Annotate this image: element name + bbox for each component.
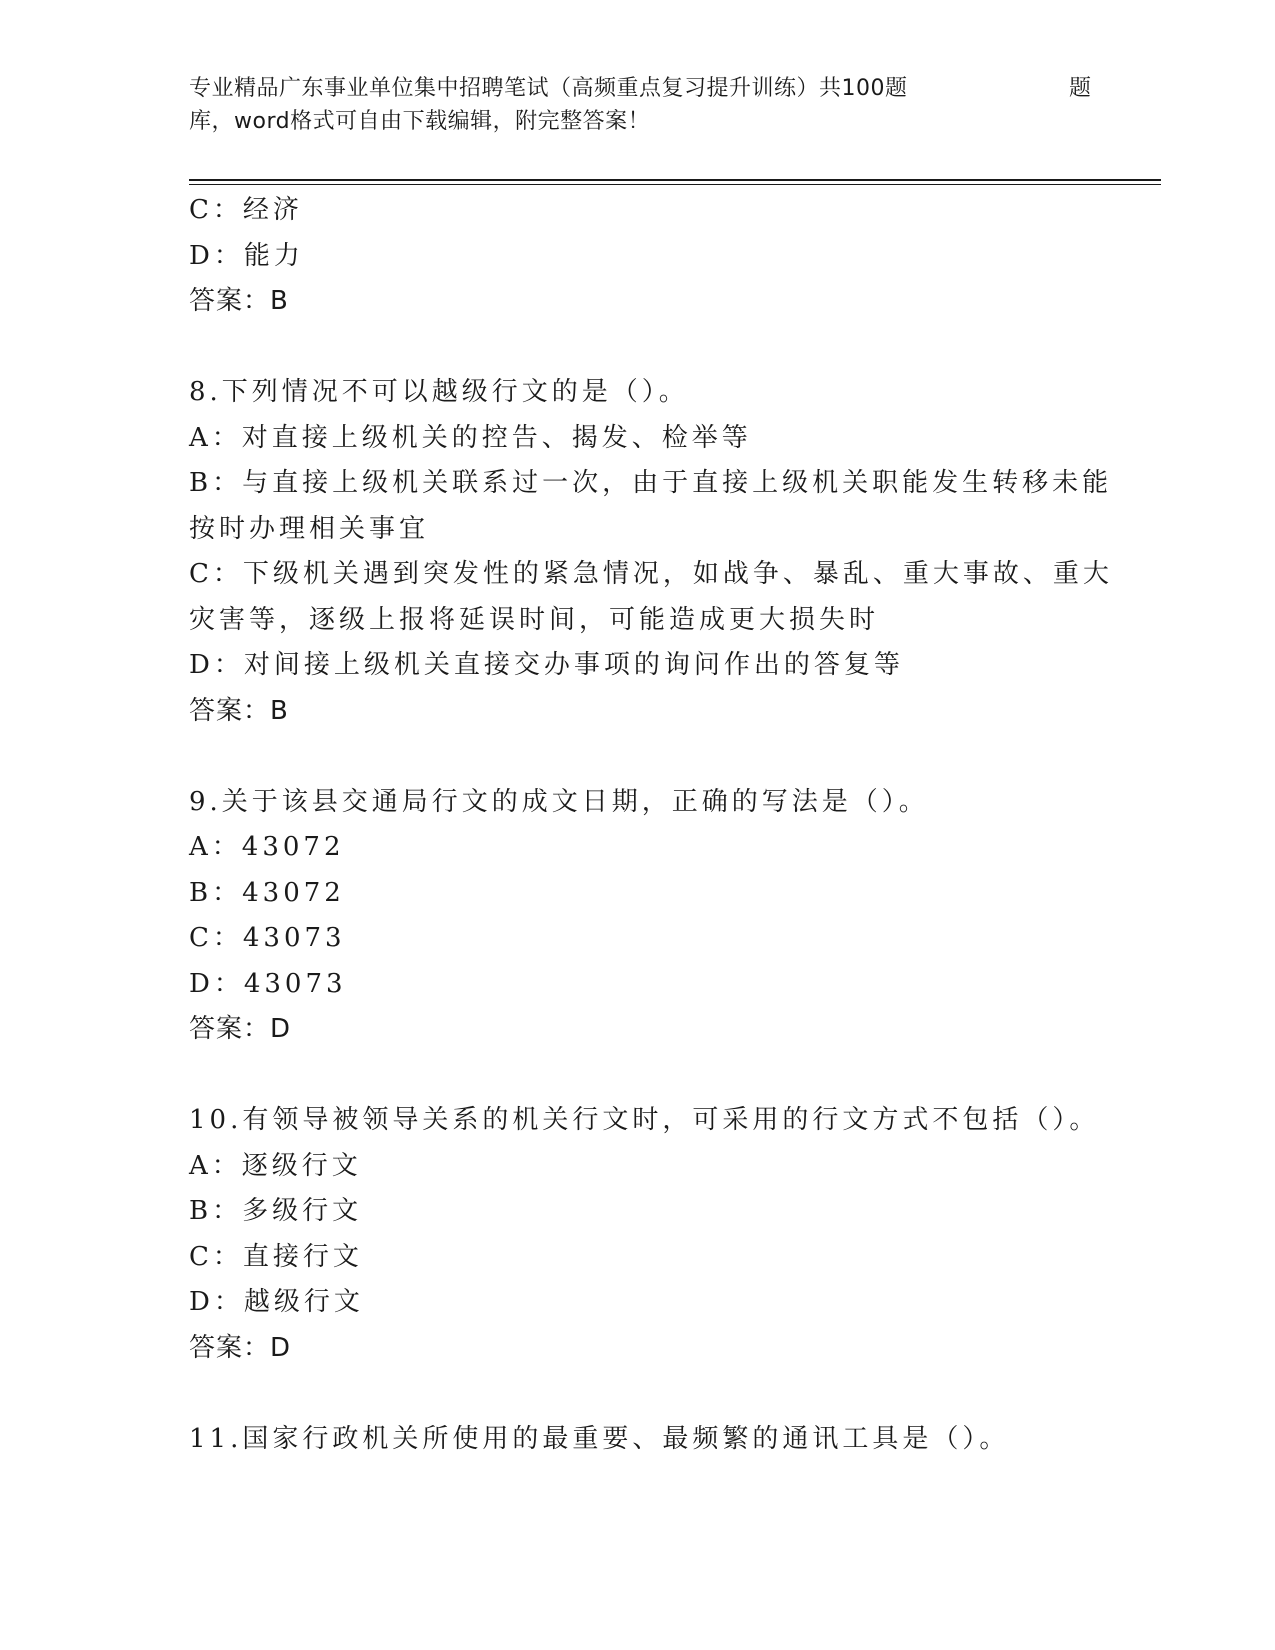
header-divider-thick <box>189 179 1161 181</box>
spacer <box>189 734 1089 780</box>
spacer <box>189 325 1089 371</box>
option-line: D：能力 <box>189 240 304 271</box>
option-line: A：对直接上级机关的控告、揭发、检举等 <box>189 422 752 453</box>
answer-line: 答案：D <box>189 1014 292 1044</box>
header-title-line-2: 库，word格式可自由下载编辑，附完整答案！ <box>189 109 651 134</box>
option-line: D：对间接上级机关直接交办事项的询问作出的答复等 <box>189 650 904 680</box>
option-line: B：多级行文 <box>189 1196 363 1226</box>
option-line: C：43073 <box>189 923 346 953</box>
option-line: B：与直接上级机关联系过一次，由于直接上级机关职能发生转移未能 <box>189 468 1113 498</box>
option-line: C：经济 <box>189 195 303 225</box>
option-line: D：43073 <box>189 968 347 999</box>
answer-line: 答案：B <box>189 286 289 316</box>
header-line-1 <box>189 72 1092 105</box>
option-line-continued: 按时办理相关事宜 <box>189 513 430 544</box>
spacer <box>189 1371 1089 1417</box>
header-divider-thin <box>189 184 1161 185</box>
option-line: A：43072 <box>189 832 345 862</box>
option-line: C：直接行文 <box>189 1241 363 1272</box>
header-title-line-1-tail: 题 <box>1069 76 1092 101</box>
answer-line: 答案：D <box>189 1332 292 1363</box>
question-stem: 10.有领导被领导关系的机关行文时，可采用的行文方式不包括（）。 <box>189 1105 1100 1135</box>
answer-line: 答案：B <box>189 695 289 726</box>
option-line: B：43072 <box>189 877 345 908</box>
page-header <box>189 72 1092 138</box>
option-line-continued: 灾害等，逐级上报将延误时间，可能造成更大损失时 <box>189 604 880 635</box>
option-line: A：逐级行文 <box>189 1150 362 1181</box>
question-stem: 9.关于该县交通局行文的成文日期，正确的写法是（）。 <box>189 786 929 817</box>
document-body <box>189 188 1113 1462</box>
question-stem: 8.下列情况不可以越级行文的是（）。 <box>189 377 689 407</box>
question-stem: 11.国家行政机关所使用的最重要、最频繁的通讯工具是（）。 <box>189 1423 1010 1454</box>
option-line: D：越级行文 <box>189 1287 364 1317</box>
header-title-line-1: 专业精品广东事业单位集中招聘笔试（高频重点复习提升训练）共100题 <box>189 76 908 101</box>
spacer <box>189 1053 1089 1099</box>
option-line: C：下级机关遇到突发性的紧急情况，如战争、暴乱、重大事故、重大 <box>189 559 1113 589</box>
header-line-2 <box>189 105 1089 138</box>
